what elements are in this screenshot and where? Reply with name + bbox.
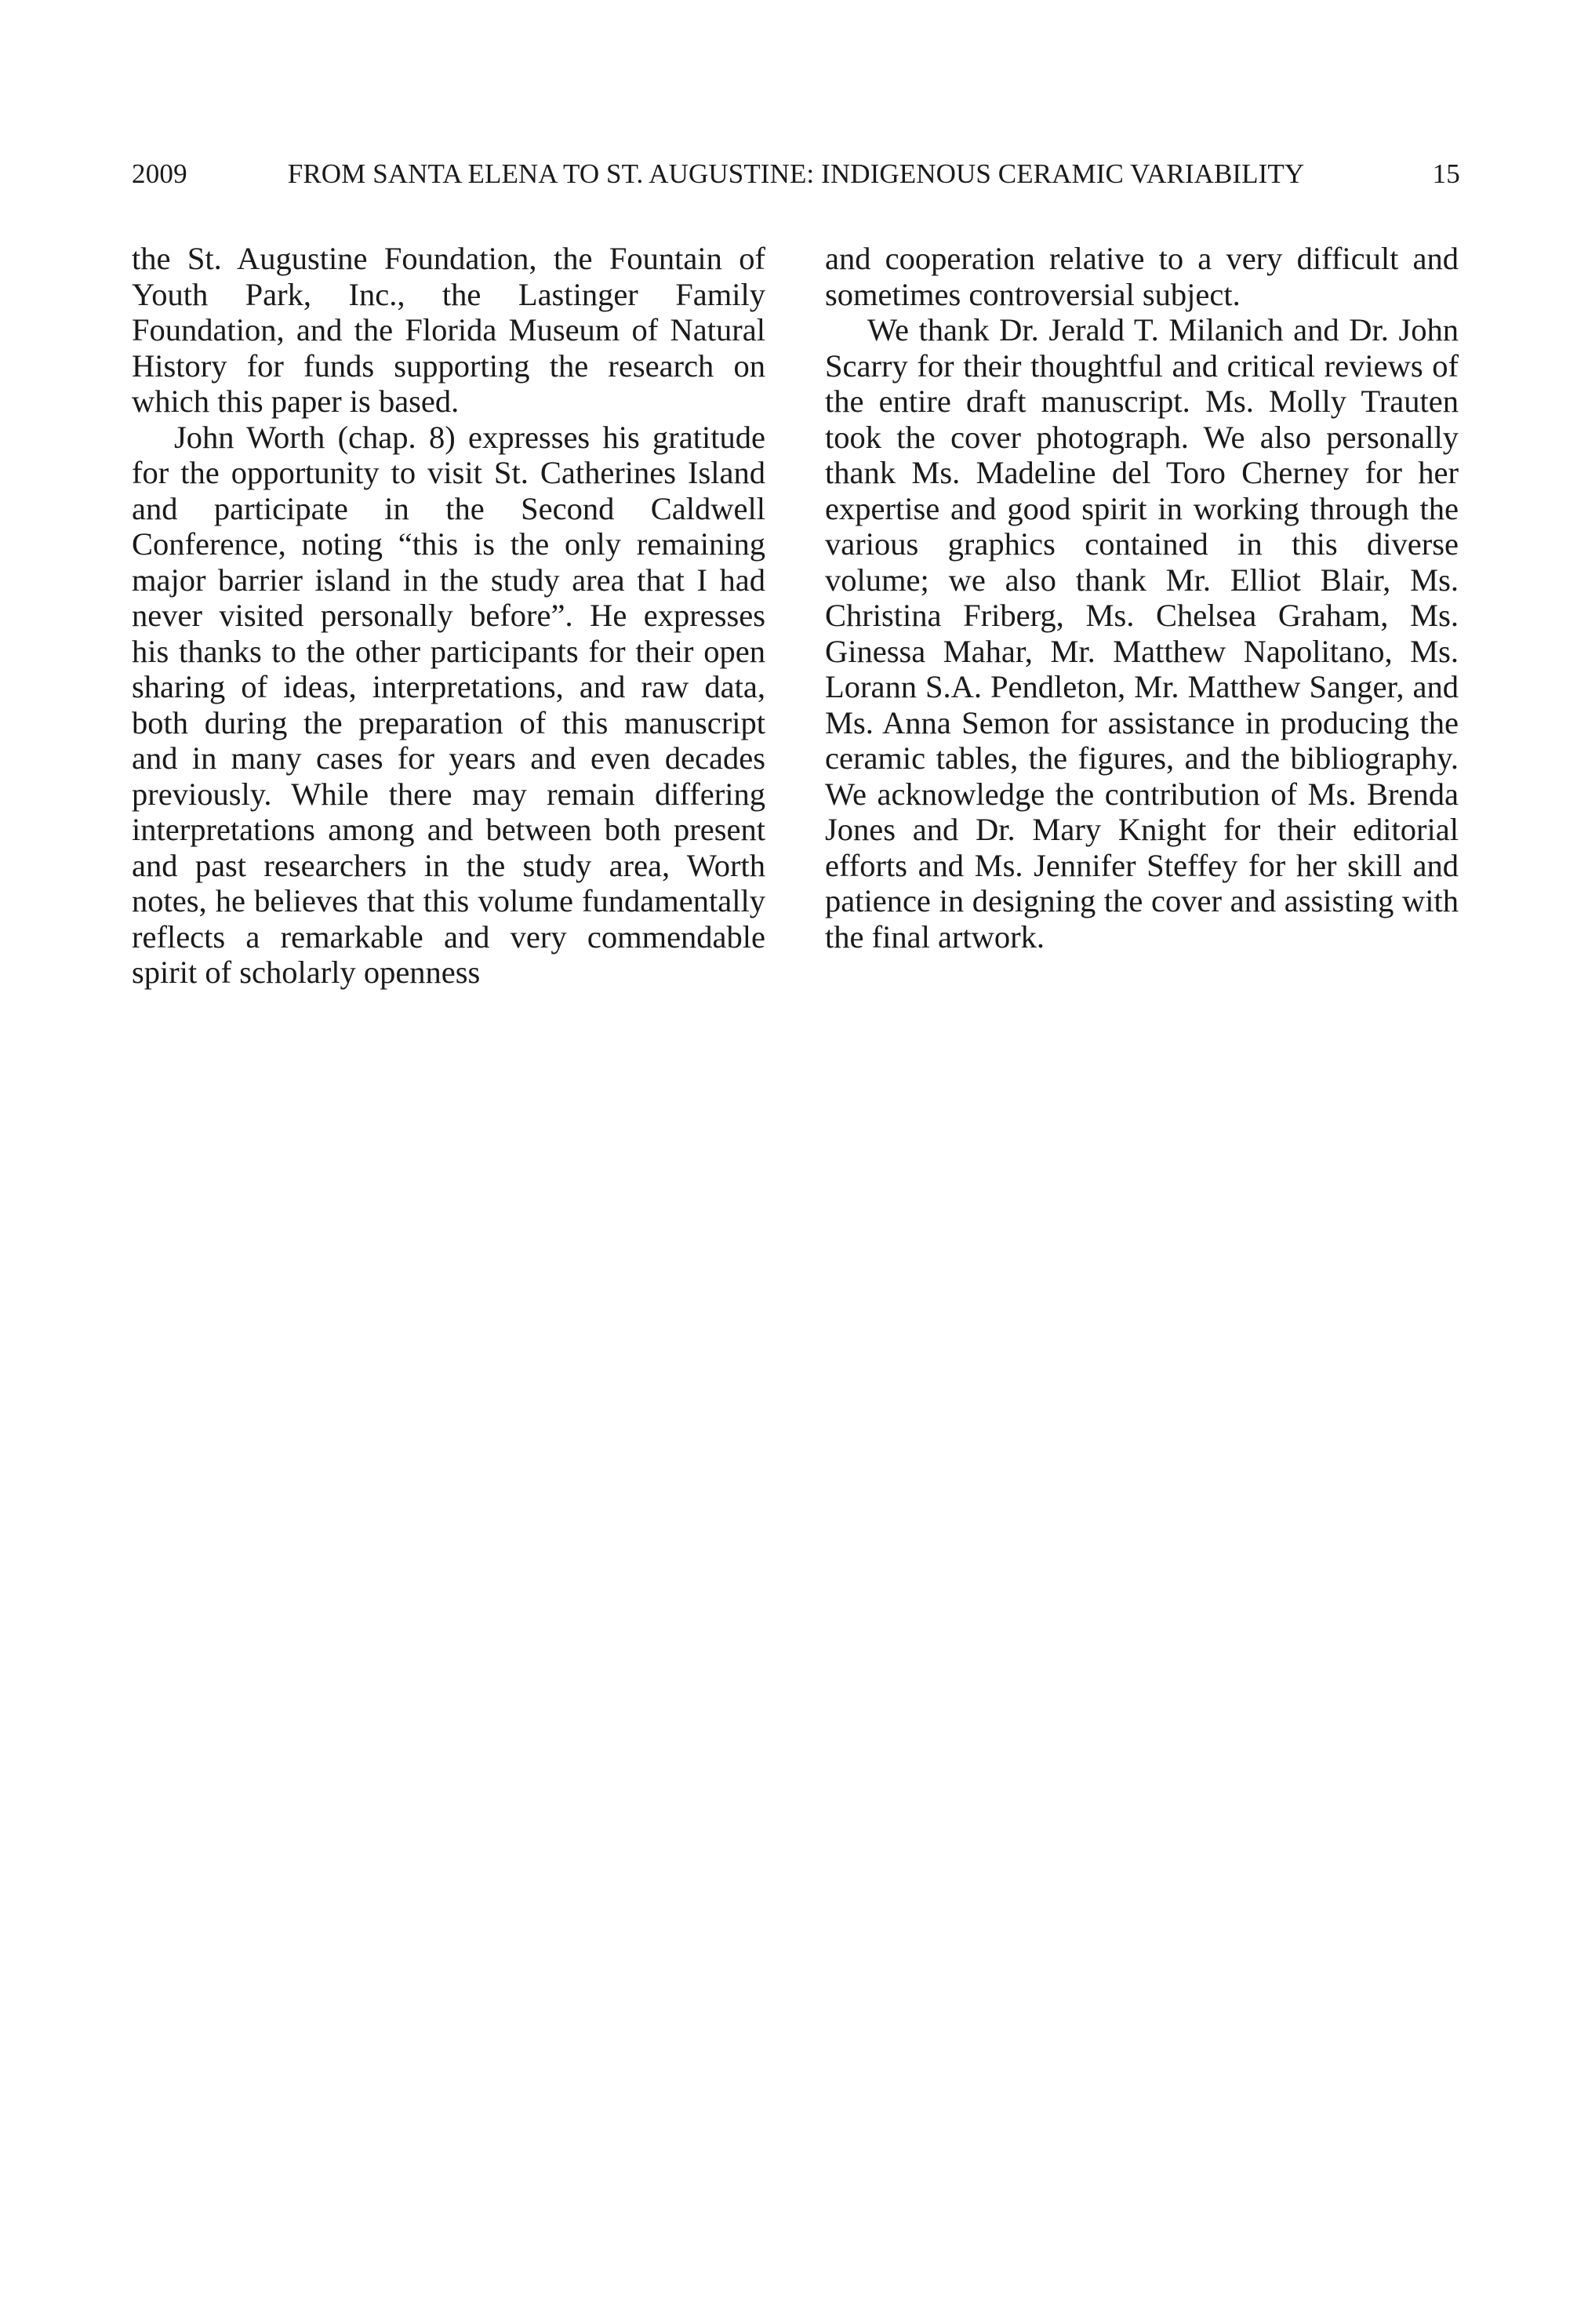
left-column (132, 241, 765, 991)
right-paragraph-2: We thank Dr. Jerald T. Milanich and Dr. John Scarry for their thoughtful and critical reviews of the entire draft manuscript. Ms. Molly Trauten took the cover photograph. We also personally thank Ms. Madeline del Toro Cherney for her expertise and good spirit in working through the various graphics contained in this diverse volume; we also thank Mr. Elliot Blair, Ms. Christina Friberg, Ms. Chelsea Graham, Ms. Ginessa Mahar, Mr. Matthew Napolitano, Ms. Lorann S.A. Pendleton, Mr. Matthew Sanger, and Ms. Anna Semon for assistance in producing the ceramic tables, the figures, and the bibliography. We acknowledge the contribution of Ms. Brenda Jones and Dr. Mary Knight for their editorial efforts and Ms. Jennifer Steffey for her skill and patience in designing the cover and assisting with the final artwork. (825, 312, 1459, 955)
right-column (825, 241, 1459, 955)
right-paragraph-1: and cooperation relative to a very difficult and sometimes controversial subject. (825, 241, 1459, 312)
running-head-title: FROM SANTA ELENA TO ST. AUGUSTINE: INDIGENOUS CERAMIC VARIABILITY (287, 158, 1305, 189)
running-head (132, 155, 1460, 193)
left-paragraph-1: the St. Augustine Foundation, the Fountain of Youth Park, Inc., the Lastinger Family Foundation, and the Florida Museum of Natural History for funds supporting the research on which this paper is based. (132, 241, 765, 419)
left-paragraph-2: John Worth (chap. 8) expresses his gratitude for the opportunity to visit St. Catherines Island and participate in the Second Caldwell Conference, noting “this is the only remaining major barrier island in the study area that I had never visited personally before”. He expresses his thanks to the other participants for their open sharing of ideas, interpretations, and raw data, both during the preparation of this manuscript and in many cases for years and even decades previously. While there may remain differing interpretations among and between both present and past researchers in the study area, Worth notes, he believes that this volume fundamentally reflects a remarkable and very commendable spirit of scholarly openness (132, 419, 765, 990)
page-number: 15 (1432, 158, 1460, 189)
running-head-year: 2009 (132, 158, 187, 189)
